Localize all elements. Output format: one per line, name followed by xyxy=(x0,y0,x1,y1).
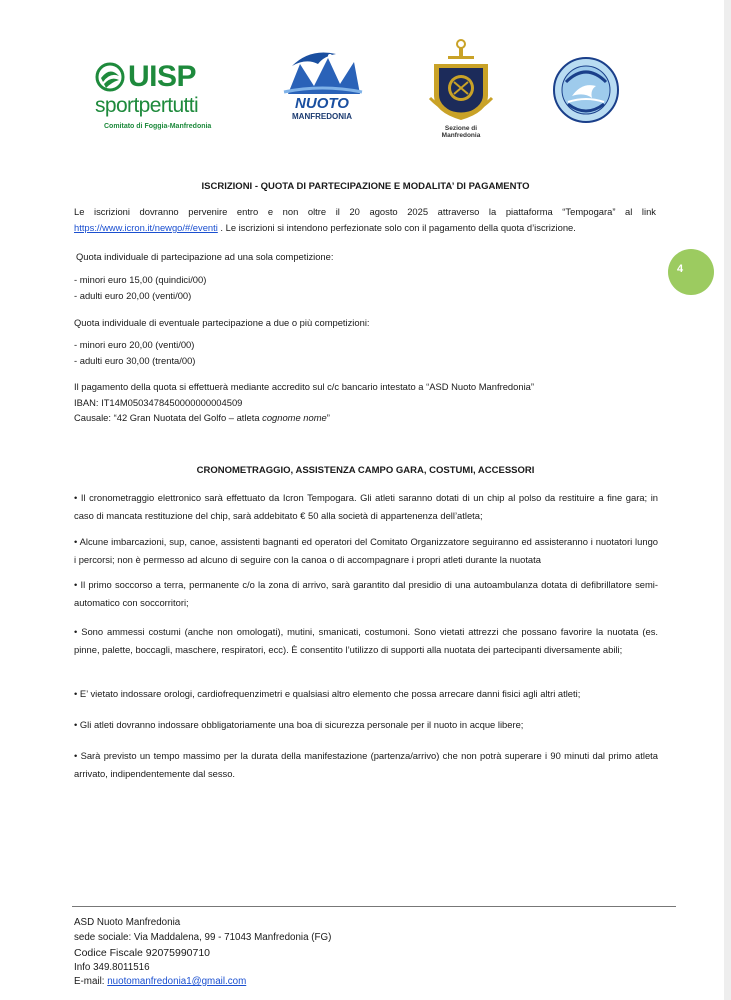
uisp-swirl-icon xyxy=(95,62,125,92)
registration-intro-tail: . Le iscrizioni si intendono perfezionate solo con il pagamento della quota d’iscrizione. xyxy=(217,222,576,233)
tempogara-link[interactable]: https://www.icron.it/newgo/#/eventi xyxy=(74,222,218,233)
page-number-badge xyxy=(668,249,714,295)
multi-fee-minor: - minori euro 20,00 (venti/00) xyxy=(74,339,195,350)
bullet-costumes: • Sono ammessi costumi (anche non omologati), mutini, smanicati, costumoni. Sono vietati attrezzi che possano favorire la nuotata (es. pinne, palette, boccagli, maschere, respiratori, ecc). È consentito l’utilizzo di supporti alla nuotata dei partecipanti diversamente abili; xyxy=(74,626,658,655)
lega-navale-anchor-emblem-icon xyxy=(426,38,496,124)
iban-text: IBAN: IT14M0503478450000000004509 xyxy=(74,397,243,408)
causale-text xyxy=(74,412,330,423)
footer-seat: sede sociale: Via Maddalena, 99 - 71043 Manfredonia (FG) xyxy=(74,932,332,943)
lega-navale-logo xyxy=(426,38,496,139)
single-fee-adult: - adulti euro 20,00 (venti/00) xyxy=(74,290,192,301)
single-fee-title: Quota individuale di partecipazione ad una sola competizione: xyxy=(76,251,334,262)
club-nuoto-seal-icon xyxy=(552,56,620,124)
page-edge xyxy=(724,0,731,1000)
causale-prefix: Causale: “42 Gran Nuotata del Golfo – atleta xyxy=(74,412,263,423)
section-title-iscrizioni: ISCRIZIONI - QUOTA DI PARTECIPAZIONE E MODALITA’ DI PAGAMENTO xyxy=(201,181,530,192)
footer-divider xyxy=(72,906,676,907)
nuoto-word: NUOTO xyxy=(295,95,349,112)
uisp-subtitle: sportpertutti xyxy=(95,94,199,117)
causale-suffix: ” xyxy=(326,412,330,423)
footer-tax-code: Codice Fiscale 92075990710 xyxy=(74,947,211,959)
causale-italic: cognome nome xyxy=(262,412,327,423)
bullet-watches: • E’ vietato indossare orologi, cardiofrequenzimetri e qualsiasi altro elemento che possa arrecare danni fisici agli altri atleti; xyxy=(74,688,581,699)
footer-org: ASD Nuoto Manfredonia xyxy=(74,917,181,928)
uisp-committee: Comitato di Foggia-Manfredonia xyxy=(104,123,212,130)
payment-text: Il pagamento della quota si effettuerà mediante accredito sul c/c bancario intestato a “ASD Nuoto Manfredonia” xyxy=(74,381,534,392)
bullet-timing: • Il cronometraggio elettronico sarà effettuato da Icron Tempogara. Gli atleti saranno dotati di un chip al polso da restituire a fine gara; in caso di mancata restituzione del chip, sarà addebitato € 50 alla società di appartenenza dell’atleta; xyxy=(74,492,658,521)
uisp-wordmark: UISP xyxy=(128,60,197,93)
nuoto-manfredonia-logo xyxy=(280,48,364,126)
single-fee-minor: - minori euro 15,00 (quindici/00) xyxy=(74,274,207,285)
section-title-cronometraggio: CRONOMETRAGGIO, ASSISTENZA CAMPO GARA, COSTUMI, ACCESSORI xyxy=(196,465,535,476)
multi-fee-title: Quota individuale di eventuale partecipazione a due o più competizioni: xyxy=(74,317,370,328)
dolphin-icon xyxy=(280,48,364,98)
uisp-logo xyxy=(92,62,220,134)
footer-email xyxy=(74,976,246,987)
multi-fee-adult: - adulti euro 30,00 (trenta/00) xyxy=(74,355,196,366)
bullet-time-limit: • Sarà previsto un tempo massimo per la durata della manifestazione (partenza/arrivo) che non potrà superare i 90 minuti dal primo atleta arrivato, indipendentemente dal sesso. xyxy=(74,750,658,779)
footer-email-label: E-mail: xyxy=(74,976,108,987)
manfredonia-word: MANFREDONIA xyxy=(292,112,352,121)
footer-info: Info 349.8011516 xyxy=(74,962,150,973)
bullet-buoy: • Gli atleti dovranno indossare obbligatoriamente una boa di sicurezza personale per il nuoto in acque libere; xyxy=(74,719,524,730)
registration-intro xyxy=(74,204,656,236)
page-number: 4 xyxy=(676,263,684,275)
bullet-assistance: • Alcune imbarcazioni, sup, canoe, assistenti bagnanti ed operatori del Comitato Organizzatore seguiranno ed assisteranno i nuotatori lungo i percorsi; non è permesso ad alcuno di seguire con la canoa o di accompagnare i propri atleti durante la nuotata xyxy=(74,536,658,565)
registration-intro-text: Le iscrizioni dovranno pervenire entro e non oltre il 20 agosto 2025 attraverso la piattaforma “Tempogara” al link xyxy=(74,206,656,217)
club-nuoto-logo xyxy=(552,56,620,124)
footer-email-link[interactable]: nuotomanfredonia1@gmail.com xyxy=(107,976,247,987)
bullet-first-aid: • Il primo soccorso a terra, permanente c/o la zona di arrivo, sarà garantito dal presidio di una autoambulanza dotata di defibrillatore semi-automatico con soccorritori; xyxy=(74,579,658,608)
lega-navale-section: Sezione di Manfredonia xyxy=(441,125,481,139)
